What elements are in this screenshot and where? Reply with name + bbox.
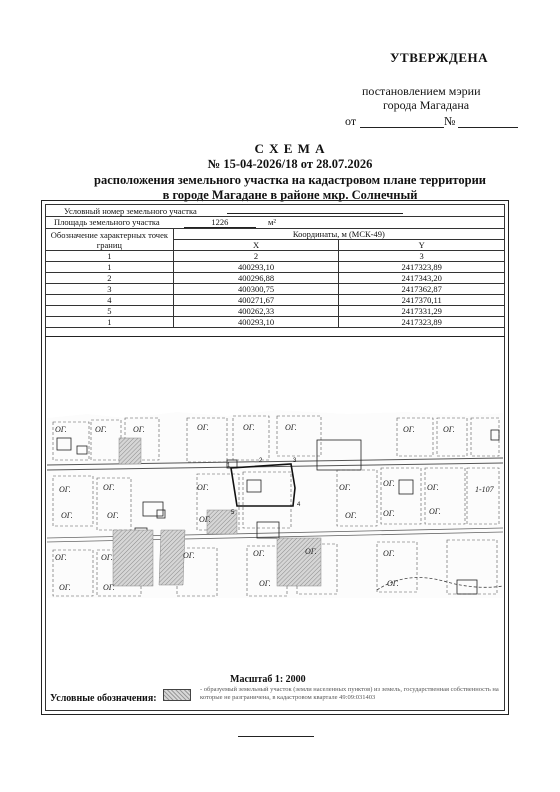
area-value: 1226 xyxy=(184,217,256,228)
parcel-label: ОГ. xyxy=(305,547,317,556)
conditional-number-value xyxy=(227,205,403,214)
table-row xyxy=(46,295,505,306)
point-label: 3 xyxy=(293,458,297,464)
parcel-label: ОГ. xyxy=(443,425,455,434)
approval-number-blank xyxy=(458,127,518,128)
parcel-label: ОГ. xyxy=(345,511,357,520)
point-label: 1 xyxy=(227,463,231,469)
map-scale: Масштаб 1: 2000 xyxy=(230,674,306,685)
parcel-label: ОГ. xyxy=(429,507,441,516)
x-cell: 400262,33 xyxy=(173,306,339,317)
conditional-number-row xyxy=(46,205,505,217)
y-header: Y xyxy=(339,240,505,251)
parcel-label: ОГ. xyxy=(55,425,67,434)
parcel-label: ОГ. xyxy=(285,423,297,432)
conditional-number-label: Условный номер земельного участка xyxy=(64,206,197,216)
parcel-label: ОГ. xyxy=(383,549,395,558)
col-number-1: 1 xyxy=(46,251,174,262)
parcel-label: ОГ. xyxy=(403,425,415,434)
point-label: 4 xyxy=(297,502,301,508)
x-cell: 400271,67 xyxy=(173,295,339,306)
legend-title: Условные обозначения: xyxy=(50,693,157,704)
parcel-label: ОГ. xyxy=(427,483,439,492)
x-cell: 400293,10 xyxy=(173,262,339,273)
parcel-label: ОГ. xyxy=(103,583,115,592)
table-bottom-rule xyxy=(45,336,505,337)
point-cell: 5 xyxy=(46,306,174,317)
area-label: Площадь земельного участка xyxy=(54,217,160,227)
parcel-label: ОГ. xyxy=(101,553,113,562)
adjacent-parcel-label: 1-107 xyxy=(475,485,494,494)
coords-header: Координаты, м (МСК-49) xyxy=(173,229,504,240)
point-header: Обозначение характерных точек границ xyxy=(46,229,174,251)
approval-title: УТВЕРЖДЕНА xyxy=(390,50,489,65)
scheme-number: № 15-04-2026/18 от 28.07.2026 xyxy=(207,157,373,171)
parcel-label: ОГ. xyxy=(253,549,265,558)
table-row xyxy=(46,273,505,284)
area-unit: м² xyxy=(267,217,276,227)
approval-decree-line1: постановлением мэрии xyxy=(362,84,481,98)
y-cell: 2417331,29 xyxy=(339,306,505,317)
parcel-label: ОГ. xyxy=(387,579,399,588)
x-cell: 400300,75 xyxy=(173,284,339,295)
col-number-2: 2 xyxy=(173,251,339,262)
parcel-label: ОГ. xyxy=(55,553,67,562)
point-label: 2 xyxy=(259,458,263,464)
approval-number-label: № xyxy=(444,114,456,128)
footer-rule xyxy=(238,736,314,737)
area-row xyxy=(46,217,505,229)
parcel-label: ОГ. xyxy=(197,423,209,432)
legend-hatch-swatch xyxy=(163,689,191,701)
parcel-label: ОГ. xyxy=(339,483,351,492)
scheme-subtitle-1: расположения земельного участка на кадастровом плане территории xyxy=(94,173,486,187)
table-row xyxy=(46,284,505,295)
col-number-3: 3 xyxy=(339,251,505,262)
table-row xyxy=(46,262,505,273)
y-cell: 2417362,87 xyxy=(339,284,505,295)
parcel-label: ОГ. xyxy=(243,423,255,432)
parcel-label: ОГ. xyxy=(103,483,115,492)
parcel-label: ОГ. xyxy=(59,485,71,494)
point-label: 5 xyxy=(231,510,235,516)
approval-date-label: от xyxy=(345,114,357,128)
scheme-title: С Х Е М А xyxy=(254,141,326,156)
parcel-label: ОГ. xyxy=(59,583,71,592)
parcel-label: ОГ. xyxy=(61,511,73,520)
point-cell: 4 xyxy=(46,295,174,306)
x-cell: 400293,10 xyxy=(173,317,339,328)
parcel-label: ОГ. xyxy=(199,515,211,524)
approval-decree-line2: города Магадана xyxy=(383,98,470,112)
coordinates-table xyxy=(45,204,505,328)
y-cell: 2417343,20 xyxy=(339,273,505,284)
parcel-label: ОГ. xyxy=(107,511,119,520)
point-cell: 2 xyxy=(46,273,174,284)
approval-date-blank xyxy=(360,127,444,128)
parcel-label: ОГ. xyxy=(383,509,395,518)
parcel-label: ОГ. xyxy=(383,479,395,488)
y-cell: 2417323,89 xyxy=(339,317,505,328)
scheme-subtitle-2: в городе Магадане в районе мкр. Солнечный xyxy=(162,188,418,202)
point-cell: 1 xyxy=(46,317,174,328)
point-cell: 3 xyxy=(46,284,174,295)
parcel-label: ОГ. xyxy=(95,425,107,434)
point-cell: 1 xyxy=(46,262,174,273)
cadastral-map xyxy=(47,410,503,598)
y-cell: 2417323,89 xyxy=(339,262,505,273)
legend-description: - образуемый земельный участок (земли населенных пунктов) из земель, государственная собственность на которые не разграничена, в кадастровом квартале 49:09:031403 xyxy=(200,686,499,701)
table-row xyxy=(46,317,505,328)
x-header: X xyxy=(173,240,339,251)
parcel-label: ОГ. xyxy=(183,551,195,560)
parcel-label: ОГ. xyxy=(197,483,209,492)
parcel-label: ОГ. xyxy=(133,425,145,434)
y-cell: 2417370,11 xyxy=(339,295,505,306)
x-cell: 400296,88 xyxy=(173,273,339,284)
parcel-label: ОГ. xyxy=(259,579,271,588)
table-row xyxy=(46,306,505,317)
